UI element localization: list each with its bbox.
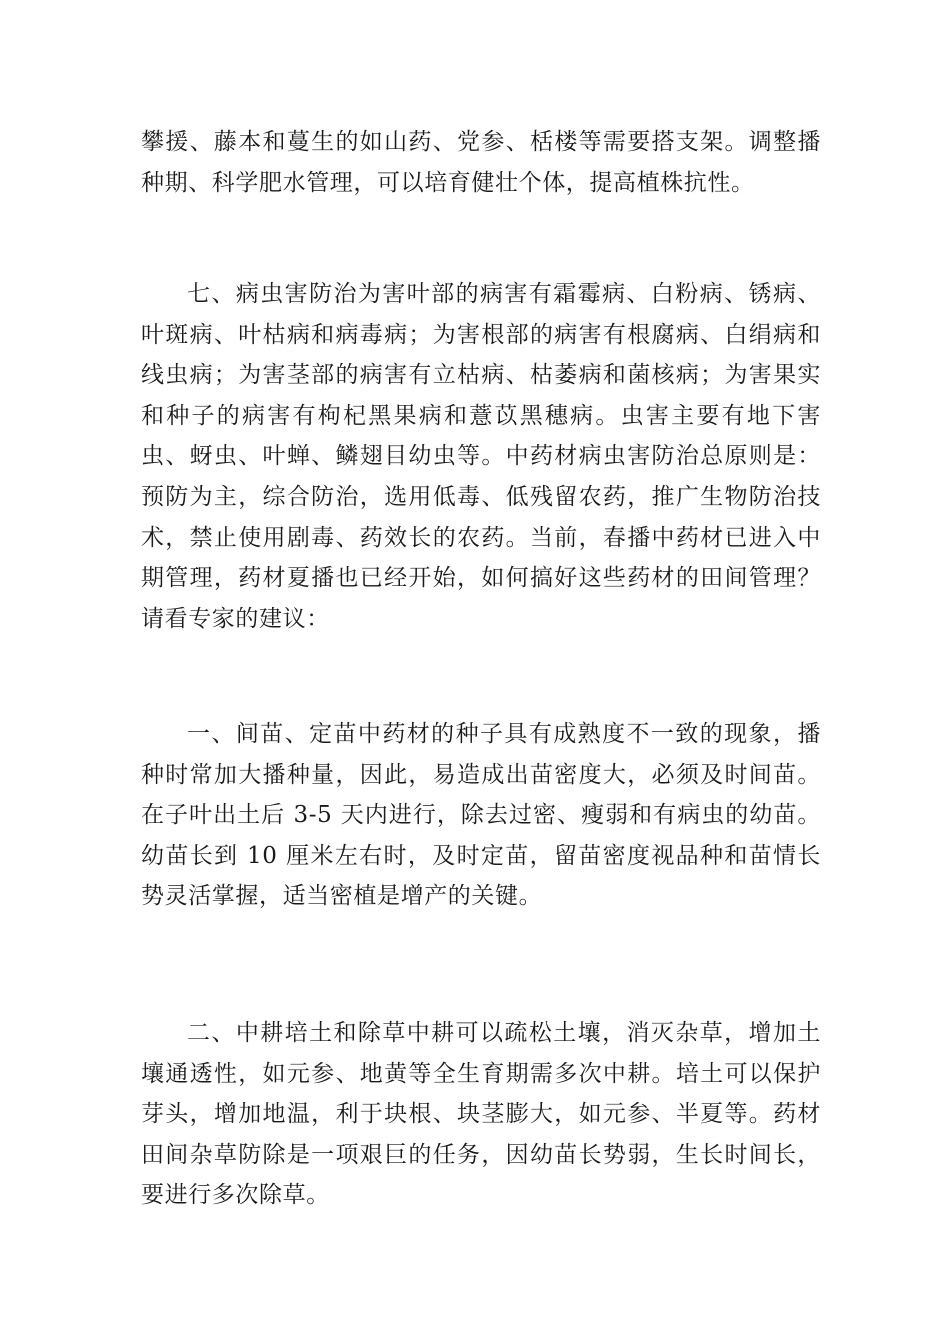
- paragraph-cultivation-weeding: 二、中耕培土和除草中耕可以疏松土壤，消灭杂草，增加土壤通透性，如元参、地黄等全生育期需多次中耕。培土可以保护芽头，增加地温，利于块根、块茎膨大，如元参、半夏等。药材田间杂草防除是一项艰巨的任务，因幼苗长势弱，生长时间长，要进行多次除草。: [141, 1020, 821, 1209]
- paragraph-support-and-management: 攀援、藤本和蔓生的如山药、党参、栝楼等需要搭支架。调整播种期、科学肥水管理，可以培育健壮个体，提高植株抗性。: [141, 129, 821, 196]
- paragraph-pest-control: 七、病虫害防治为害叶部的病害有霜霉病、白粉病、锈病、叶斑病、叶枯病和病毒病；为害根部的病害有根腐病、白绢病和线虫病；为害茎部的病害有立枯病、枯萎病和菌核病；为害果实和种子的病害有枸杞黑果病和薏苡黑穗病。虫害主要有地下害虫、蚜虫、叶蝉、鳞翅目幼虫等。中药材病虫害防治总原则是：预防为主，综合防治，选用低毒、低残留农药，推广生物防治技术，禁止使用剧毒、药效长的农药。当前，春播中药材已进入中期管理，药材夏播也已经开始，如何搞好这些药材的田间管理？请看专家的建议：: [141, 281, 821, 632]
- paragraph-thinning-seedlings: 一、间苗、定苗中药材的种子具有成熟度不一致的现象，播种时常加大播种量，因此，易造成出苗密度大，必须及时间苗。在子叶出土后 3-5 天内进行，除去过密、瘦弱和有病虫的幼苗。幼苗长到 10 厘米左右时，及时定苗，留苗密度视品种和苗情长势灵活掌握，适当密植是增产的关键。: [141, 721, 821, 910]
